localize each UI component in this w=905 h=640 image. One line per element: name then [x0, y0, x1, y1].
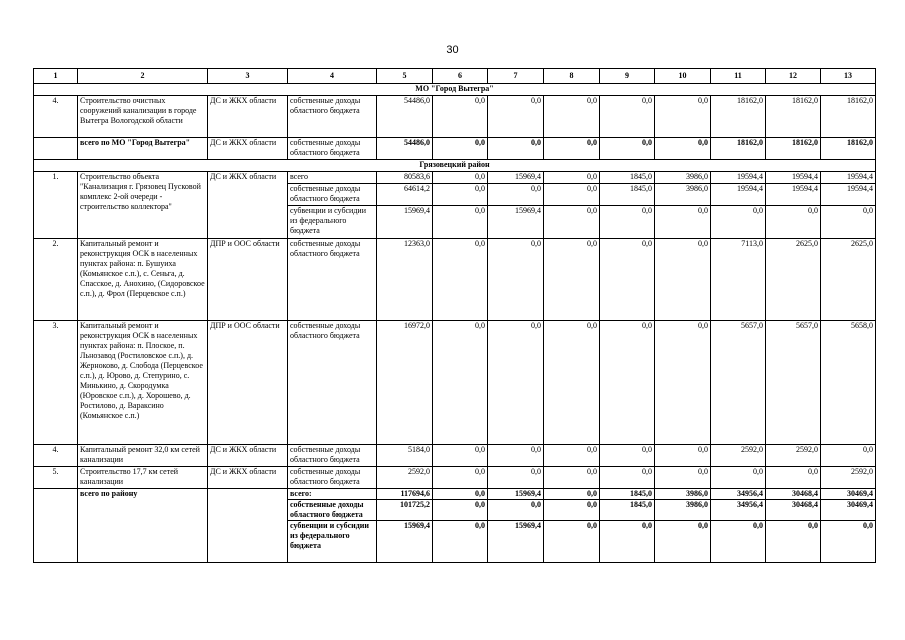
cell: 0,0: [600, 206, 655, 239]
cell: 0,0: [488, 184, 544, 206]
cell: 0,0: [488, 445, 544, 467]
cell: 0,0: [544, 206, 600, 239]
table-row: [34, 489, 876, 500]
row-number: 4.: [34, 96, 78, 138]
section-title: Грязовецкий район: [34, 160, 876, 172]
row-number: 3.: [34, 321, 78, 445]
page-number: 30: [446, 44, 459, 56]
cell: 16972,0: [377, 321, 433, 445]
section-header: [34, 160, 876, 172]
cell: 0,0: [488, 500, 544, 521]
cell: 0,0: [600, 521, 655, 563]
row-number: [34, 489, 78, 563]
section-header: [34, 84, 876, 96]
col-header: 9: [600, 69, 655, 84]
col-header: 4: [288, 69, 377, 84]
cell: 2592,0: [821, 467, 876, 489]
cell: 0,0: [433, 500, 488, 521]
cell: 19594,4: [711, 172, 766, 184]
cell: 0,0: [821, 521, 876, 563]
cell: 0,0: [488, 138, 544, 160]
row-org: ДС и ЖКХ области: [208, 172, 288, 239]
table-row: [34, 96, 876, 138]
cell: 0,0: [544, 321, 600, 445]
cell: 0,0: [711, 521, 766, 563]
cell: 1845,0: [600, 500, 655, 521]
cell: 1845,0: [600, 184, 655, 206]
cell: 0,0: [655, 206, 711, 239]
cell: 0,0: [600, 445, 655, 467]
cell: 0,0: [488, 239, 544, 321]
cell: 1845,0: [600, 489, 655, 500]
row-source: собственные доходы областного бюджета: [288, 445, 377, 467]
row-name: Строительство объекта "Канализация г. Грязовец Пусковой комплекс 2-ой очереди - строительство коллектора": [78, 172, 208, 239]
cell: 18162,0: [766, 96, 821, 138]
cell: 3986,0: [655, 184, 711, 206]
cell: 0,0: [433, 172, 488, 184]
table-row: [34, 321, 876, 445]
col-header: 11: [711, 69, 766, 84]
cell: 0,0: [488, 467, 544, 489]
row-number: 4.: [34, 445, 78, 467]
row-source: собственные доходы областного бюджета: [288, 96, 377, 138]
cell: 15969,4: [488, 489, 544, 500]
cell: 34956,4: [711, 500, 766, 521]
cell: 30468,4: [766, 500, 821, 521]
row-org: ДС и ЖКХ области: [208, 467, 288, 489]
cell: 0,0: [766, 206, 821, 239]
col-header: 1: [34, 69, 78, 84]
cell: 0,0: [821, 445, 876, 467]
cell: 0,0: [766, 521, 821, 563]
cell: 18162,0: [821, 96, 876, 138]
row-source: субвенции и субсидии из федерального бюджета: [288, 206, 377, 239]
cell: 0,0: [433, 239, 488, 321]
cell: 0,0: [655, 239, 711, 321]
cell: 18162,0: [711, 138, 766, 160]
table-row: [34, 467, 876, 489]
cell: 0,0: [655, 321, 711, 445]
table-row: [34, 445, 876, 467]
cell: 0,0: [544, 500, 600, 521]
cell: 18162,0: [766, 138, 821, 160]
cell: 0,0: [655, 467, 711, 489]
cell: 2592,0: [711, 445, 766, 467]
row-org: ДС и ЖКХ области: [208, 445, 288, 467]
cell: 30468,4: [766, 489, 821, 500]
row-source: всего: [288, 172, 377, 184]
cell: 0,0: [655, 96, 711, 138]
cell: 117694,6: [377, 489, 433, 500]
cell: 0,0: [433, 321, 488, 445]
row-org: ДПР и ООС области: [208, 321, 288, 445]
col-header: 13: [821, 69, 876, 84]
cell: 19594,4: [711, 184, 766, 206]
cell: 0,0: [544, 184, 600, 206]
cell: 0,0: [711, 467, 766, 489]
cell: 80583,6: [377, 172, 433, 184]
cell: 2625,0: [821, 239, 876, 321]
col-header: 2: [78, 69, 208, 84]
row-name: всего по району: [78, 489, 208, 563]
row-org: [208, 489, 288, 563]
row-source: собственные доходы областного бюджета: [288, 467, 377, 489]
cell: 0,0: [766, 467, 821, 489]
cell: 3986,0: [655, 489, 711, 500]
cell: 0,0: [433, 184, 488, 206]
col-header: 5: [377, 69, 433, 84]
cell: 101725,2: [377, 500, 433, 521]
cell: 2592,0: [766, 445, 821, 467]
cell: 5657,0: [766, 321, 821, 445]
row-name: Капитальный ремонт и реконструкция ОСК в населенных пунктах района: п. Плоское, п. Льнозавод (Ростиловское с.п.), д. Жерноково, д. Слобода (Перцевское с.п.), д. Юрово, д. Степурино, с. Минькино, д. Скородумка (Юровское с.п.), д. Хорошево, д. Ростилово, д. Вараксино (Комьянское с.п.): [78, 321, 208, 445]
cell: 0,0: [433, 445, 488, 467]
cell: 18162,0: [821, 138, 876, 160]
cell: 15969,4: [488, 206, 544, 239]
cell: 0,0: [655, 138, 711, 160]
table-row: [34, 239, 876, 321]
cell: 0,0: [433, 96, 488, 138]
cell: 54486,0: [377, 96, 433, 138]
col-header: 10: [655, 69, 711, 84]
cell: 7113,0: [711, 239, 766, 321]
cell: 2625,0: [766, 239, 821, 321]
table-row: [34, 138, 876, 160]
row-source: собственные доходы областного бюджета: [288, 138, 377, 160]
cell: 5657,0: [711, 321, 766, 445]
row-name: Капитальный ремонт 32,0 км сетей канализации: [78, 445, 208, 467]
budget-table: [33, 68, 876, 563]
cell: 12363,0: [377, 239, 433, 321]
cell: 0,0: [433, 206, 488, 239]
cell: 30469,4: [821, 500, 876, 521]
row-source: собственные доходы областного бюджета: [288, 321, 377, 445]
table-row: [34, 172, 876, 184]
row-name: Строительство очистных сооружений канализации в городе Вытегра Вологодской области: [78, 96, 208, 138]
cell: 30469,4: [821, 489, 876, 500]
cell: 0,0: [544, 467, 600, 489]
cell: 19594,4: [821, 172, 876, 184]
cell: 0,0: [544, 445, 600, 467]
cell: 3986,0: [655, 172, 711, 184]
row-number: 1.: [34, 172, 78, 239]
cell: 5184,0: [377, 445, 433, 467]
cell: 0,0: [600, 239, 655, 321]
cell: 5658,0: [821, 321, 876, 445]
row-source: собственные доходы областного бюджета: [288, 239, 377, 321]
row-org: ДПР и ООС области: [208, 239, 288, 321]
section-title: МО "Город Вытегра": [34, 84, 876, 96]
col-header: 6: [433, 69, 488, 84]
row-source: субвенции и субсидии из федерального бюджета: [288, 521, 377, 563]
row-source: собственные доходы областного бюджета: [288, 500, 377, 521]
row-name: всего по МО "Город Вытегра": [78, 138, 208, 160]
cell: 0,0: [544, 489, 600, 500]
cell: 64614,2: [377, 184, 433, 206]
row-number: [34, 138, 78, 160]
cell: 1845,0: [600, 172, 655, 184]
cell: 0,0: [544, 239, 600, 321]
col-header: 8: [544, 69, 600, 84]
cell: 54486,0: [377, 138, 433, 160]
col-header: 12: [766, 69, 821, 84]
cell: 34956,4: [711, 489, 766, 500]
cell: 0,0: [488, 321, 544, 445]
cell: 15969,4: [377, 206, 433, 239]
cell: 2592,0: [377, 467, 433, 489]
row-source: собственные доходы областного бюджета: [288, 184, 377, 206]
row-number: 5.: [34, 467, 78, 489]
cell: 15969,4: [488, 172, 544, 184]
cell: 0,0: [600, 138, 655, 160]
cell: 0,0: [600, 321, 655, 445]
cell: 0,0: [544, 138, 600, 160]
cell: 0,0: [433, 521, 488, 563]
cell: 0,0: [711, 206, 766, 239]
cell: 19594,4: [821, 184, 876, 206]
row-name: Строительство 17,7 км сетей канализации: [78, 467, 208, 489]
col-header: 3: [208, 69, 288, 84]
cell: 0,0: [821, 206, 876, 239]
row-source: всего:: [288, 489, 377, 500]
cell: 0,0: [600, 467, 655, 489]
cell: 0,0: [655, 445, 711, 467]
row-org: ДС и ЖКХ области: [208, 96, 288, 138]
row-org: ДС и ЖКХ области: [208, 138, 288, 160]
cell: 3986,0: [655, 500, 711, 521]
cell: 15969,4: [377, 521, 433, 563]
cell: 19594,4: [766, 172, 821, 184]
cell: 19594,4: [766, 184, 821, 206]
cell: 0,0: [433, 489, 488, 500]
cell: 0,0: [433, 467, 488, 489]
row-name: Капитальный ремонт и реконструкция ОСК в населенных пунктах района: п. Бушуиха (Комьянское с.п.), с. Сеньга, д. Спасское, д. Анохино, (Сидоровское с.п.), д. Фрол (Перцевское с.п.): [78, 239, 208, 321]
cell: 0,0: [488, 96, 544, 138]
cell: 0,0: [655, 521, 711, 563]
cell: 0,0: [433, 138, 488, 160]
header-row: [34, 69, 876, 84]
col-header: 7: [488, 69, 544, 84]
cell: 0,0: [544, 172, 600, 184]
cell: 15969,4: [488, 521, 544, 563]
cell: 18162,0: [711, 96, 766, 138]
row-number: 2.: [34, 239, 78, 321]
cell: 0,0: [544, 96, 600, 138]
cell: 0,0: [600, 96, 655, 138]
cell: 0,0: [544, 521, 600, 563]
